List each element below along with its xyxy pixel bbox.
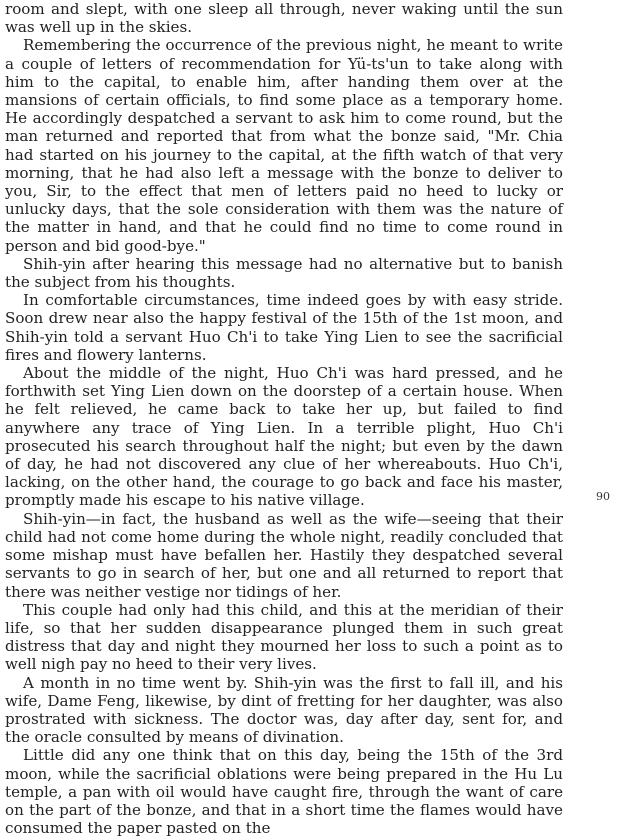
paragraph: About the middle of the night, Huo Ch'i was hard pressed, and he forthwith set Ying Lien down on the doorstep of a certain house. When he felt relieved, he came back to take her up, but failed to find anywhere any trace of Ying Lien. In a terrible plight, Huo Ch'i prosecuted his search throughout half the night; but even by the dawn of day, he had not discovered any clue of her whereabouts. Huo Ch'i, lacking, on the other hand, the courage to go back and face his master, promptly made his escape to his native village. xyxy=(5,364,563,510)
document-body xyxy=(5,0,563,837)
paragraph: A month in no time went by. Shih-yin was the first to fall ill, and his wife, Dame Feng, likewise, by dint of fretting for her daughter, was also prostrated with sickness. The doctor was, day after day, sent for, and the oracle consulted by means of divination. xyxy=(5,673,563,747)
paragraph: In comfortable circumstances, time indeed goes by with easy stride. Soon drew near also the happy festival of the 15th of the 1st moon, and Shih-yin told a servant Huo Ch'i to take Ying Lien to see the sacrificial fires and flowery lanterns. xyxy=(5,291,563,364)
margin-page-number: 90 xyxy=(596,490,610,503)
paragraph-continuation: room and slept, with one sleep all through, never waking until the sun was well up in the skies. xyxy=(5,0,563,37)
paragraph: This couple had only had this child, and this at the meridian of their life, so that her sudden disappearance plunged them in such great distress that day and night they mourned her loss to such a point as to well nigh pay no heed to their very lives. xyxy=(5,600,563,674)
paragraph: Remembering the occurrence of the previous night, he meant to write a couple of letters of recommendation for Yü-ts'un to take along with him to the capital, to enable him, after handing them over at the mansions of certain officials, to find some place as a temporary home. He accordingly despatched a servant to ask him to come round, but the man returned and reported that from what the bonze said, "Mr. Chia had started on his journey to the capital, at the fifth watch of that very morning, that he had also left a message with the bonze to deliver to you, Sir, to the effect that men of letters paid no heed to lucky or unlucky days, that the sole consideration with them was the nature of the matter in hand, and that he could find no time to come round in person and bid good-bye." xyxy=(5,36,563,255)
paragraph: Little did any one think that on this day, being the 15th of the 3rd moon, while the sacrificial oblations were being prepared in the Hu Lu temple, a pan with oil would have caught fire, through the want of care on the part of the bonze, and that in a short time the flames would have consumed the paper pasted on the xyxy=(5,746,563,837)
paragraph: Shih-yin after hearing this message had no alternative but to banish the subject from his thoughts. xyxy=(5,254,563,292)
paragraph: Shih-yin—in fact, the husband as well as the wife—seeing that their child had not come home during the whole night, readily concluded that some mishap must have befallen her. Hastily they despatched several servants to go in search of her, but one and all returned to report that there was neither vestige nor tidings of her. xyxy=(5,509,563,601)
